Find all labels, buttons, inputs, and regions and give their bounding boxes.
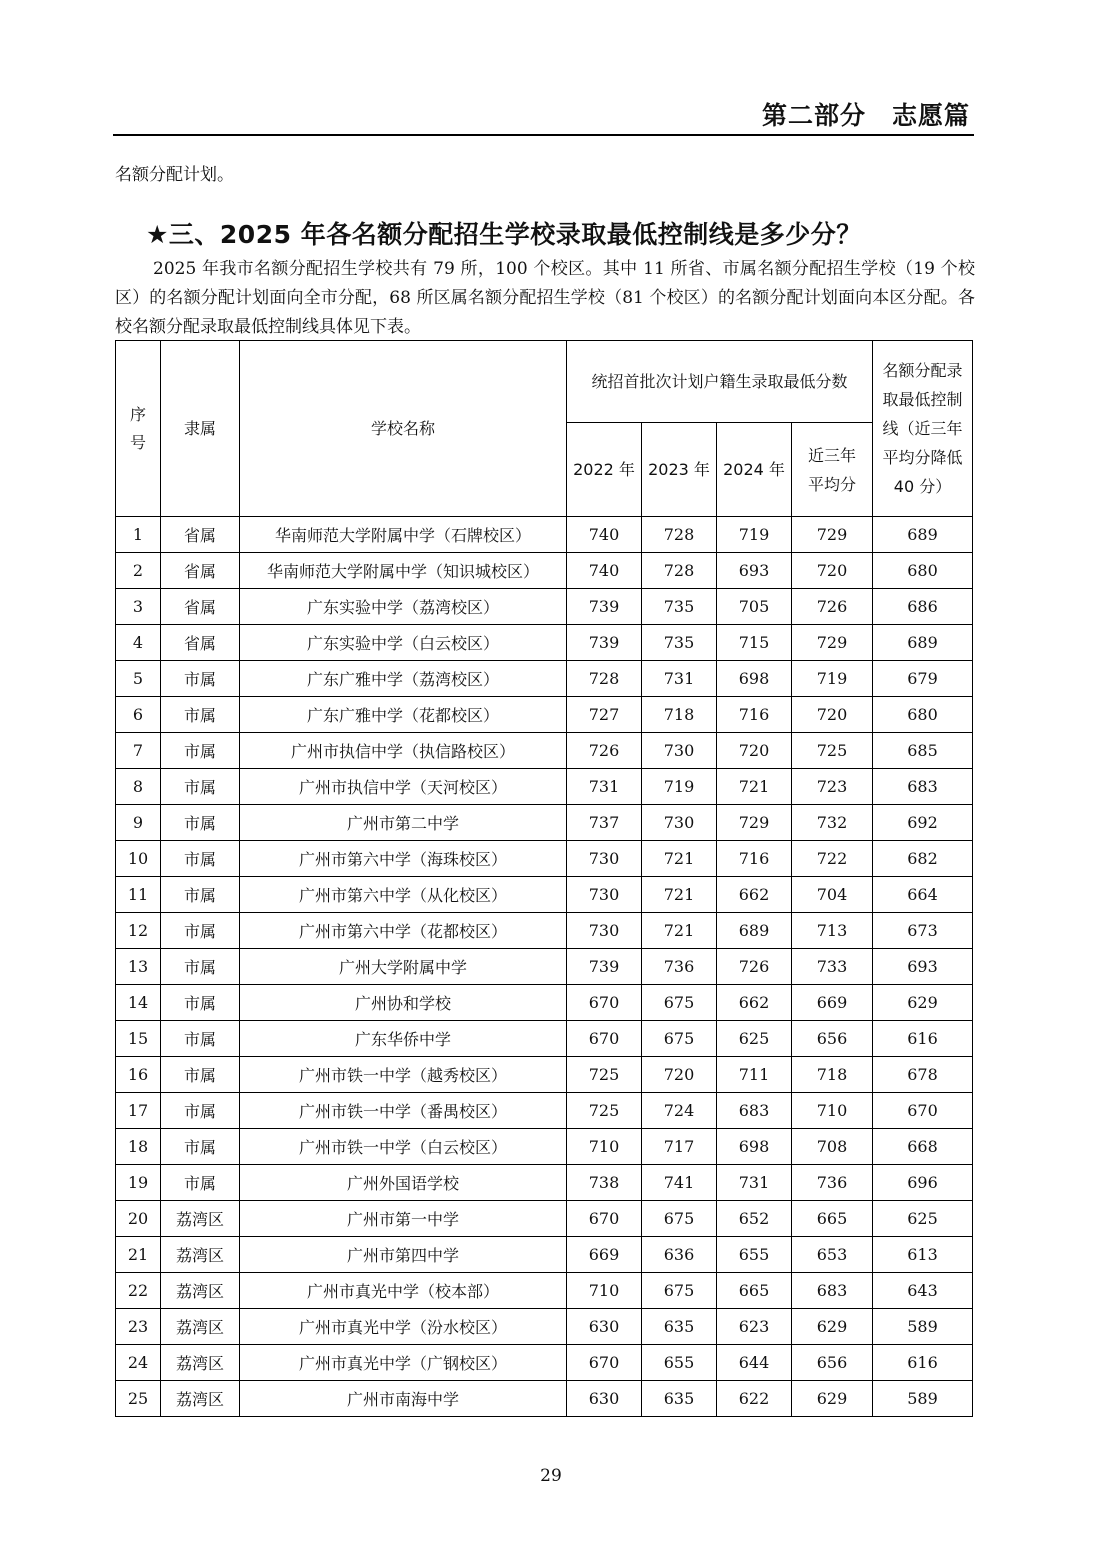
score-2024-cell: 698	[717, 661, 792, 697]
average-cell: 732	[792, 805, 873, 841]
header-2024: 2024 年	[717, 423, 792, 517]
score-2023-cell: 721	[642, 877, 717, 913]
score-2023-cell: 719	[642, 769, 717, 805]
score-2024-cell: 731	[717, 1165, 792, 1201]
score-2024-cell: 720	[717, 733, 792, 769]
school-name-cell: 广东广雅中学（荔湾校区）	[240, 661, 567, 697]
seq-cell: 7	[116, 733, 161, 769]
quota-line-cell: 616	[873, 1021, 973, 1057]
score-2024-cell: 655	[717, 1237, 792, 1273]
quota-line-cell: 689	[873, 625, 973, 661]
affiliation-cell: 市属	[161, 1129, 240, 1165]
table-row	[116, 805, 973, 841]
quota-line-cell: 693	[873, 949, 973, 985]
school-name-cell: 广东实验中学（白云校区）	[240, 625, 567, 661]
score-2024-cell: 711	[717, 1057, 792, 1093]
quota-line-cell: 664	[873, 877, 973, 913]
seq-cell: 15	[116, 1021, 161, 1057]
score-2024-cell: 662	[717, 877, 792, 913]
section-heading: ★三、2025 年各名额分配招生学校录取最低控制线是多少分？	[146, 220, 862, 249]
header-average: 近三年平均分	[792, 423, 873, 517]
score-2022-cell: 669	[567, 1237, 642, 1273]
seq-cell: 4	[116, 625, 161, 661]
table-row	[116, 1057, 973, 1093]
table-row	[116, 1129, 973, 1165]
score-2024-cell: 693	[717, 553, 792, 589]
quota-line-cell: 692	[873, 805, 973, 841]
score-2023-cell: 741	[642, 1165, 717, 1201]
seq-cell: 3	[116, 589, 161, 625]
score-2023-cell: 724	[642, 1093, 717, 1129]
score-2022-cell: 739	[567, 949, 642, 985]
school-name-cell: 广州市执信中学（执信路校区）	[240, 733, 567, 769]
average-cell: 729	[792, 517, 873, 553]
average-cell: 669	[792, 985, 873, 1021]
score-2022-cell: 740	[567, 517, 642, 553]
table-row	[116, 1093, 973, 1129]
seq-cell: 24	[116, 1345, 161, 1381]
score-2022-cell: 730	[567, 877, 642, 913]
score-2024-cell: 721	[717, 769, 792, 805]
seq-cell: 6	[116, 697, 161, 733]
table-row	[116, 553, 973, 589]
average-cell: 720	[792, 553, 873, 589]
school-name-cell: 广东广雅中学（花都校区）	[240, 697, 567, 733]
table-row	[116, 841, 973, 877]
affiliation-cell: 市属	[161, 877, 240, 913]
table-row	[116, 1273, 973, 1309]
table-row	[116, 1201, 973, 1237]
quota-line-cell: 670	[873, 1093, 973, 1129]
average-cell: 708	[792, 1129, 873, 1165]
score-2023-cell: 636	[642, 1237, 717, 1273]
score-2022-cell: 727	[567, 697, 642, 733]
affiliation-cell: 市属	[161, 1021, 240, 1057]
score-2023-cell: 675	[642, 1021, 717, 1057]
table-row	[116, 1021, 973, 1057]
header-affiliation: 隶属	[161, 341, 240, 517]
score-2023-cell: 721	[642, 913, 717, 949]
score-2023-cell: 731	[642, 661, 717, 697]
table-row	[116, 769, 973, 805]
table-row	[116, 625, 973, 661]
average-cell: 683	[792, 1273, 873, 1309]
quota-line-cell: 680	[873, 697, 973, 733]
seq-cell: 11	[116, 877, 161, 913]
average-cell: 713	[792, 913, 873, 949]
score-2022-cell: 670	[567, 1345, 642, 1381]
seq-cell: 8	[116, 769, 161, 805]
school-name-cell: 广州外国语学校	[240, 1165, 567, 1201]
quota-line-cell: 589	[873, 1381, 973, 1417]
header-school-name: 学校名称	[240, 341, 567, 517]
seq-cell: 21	[116, 1237, 161, 1273]
score-2024-cell: 705	[717, 589, 792, 625]
score-2024-cell: 623	[717, 1309, 792, 1345]
affiliation-cell: 市属	[161, 805, 240, 841]
score-2024-cell: 625	[717, 1021, 792, 1057]
running-header: 第二部分 志愿篇	[761, 101, 970, 130]
affiliation-cell: 荔湾区	[161, 1309, 240, 1345]
seq-cell: 1	[116, 517, 161, 553]
average-cell: 718	[792, 1057, 873, 1093]
seq-cell: 19	[116, 1165, 161, 1201]
quota-line-cell: 683	[873, 769, 973, 805]
school-name-cell: 广州市南海中学	[240, 1381, 567, 1417]
quota-line-cell: 678	[873, 1057, 973, 1093]
seq-cell: 22	[116, 1273, 161, 1309]
table-row	[116, 877, 973, 913]
seq-cell: 14	[116, 985, 161, 1021]
score-2022-cell: 710	[567, 1129, 642, 1165]
score-table	[115, 340, 973, 1417]
school-name-cell: 广州市铁一中学（番禺校区）	[240, 1093, 567, 1129]
score-2023-cell: 635	[642, 1309, 717, 1345]
score-2024-cell: 716	[717, 697, 792, 733]
school-name-cell: 广州市真光中学（广钢校区）	[240, 1345, 567, 1381]
school-name-cell: 广州市第二中学	[240, 805, 567, 841]
school-name-cell: 广州市第六中学（海珠校区）	[240, 841, 567, 877]
seq-cell: 2	[116, 553, 161, 589]
quota-line-cell: 689	[873, 517, 973, 553]
quota-line-cell: 696	[873, 1165, 973, 1201]
average-cell: 656	[792, 1021, 873, 1057]
quota-line-cell: 625	[873, 1201, 973, 1237]
header-2022: 2022 年	[567, 423, 642, 517]
table-row	[116, 661, 973, 697]
affiliation-cell: 市属	[161, 913, 240, 949]
average-cell: 720	[792, 697, 873, 733]
score-2023-cell: 736	[642, 949, 717, 985]
score-2024-cell: 652	[717, 1201, 792, 1237]
header-2023: 2023 年	[642, 423, 717, 517]
average-cell: 629	[792, 1309, 873, 1345]
school-name-cell: 广州市第四中学	[240, 1237, 567, 1273]
score-2023-cell: 718	[642, 697, 717, 733]
average-cell: 629	[792, 1381, 873, 1417]
score-2024-cell: 719	[717, 517, 792, 553]
affiliation-cell: 荔湾区	[161, 1381, 240, 1417]
average-cell: 723	[792, 769, 873, 805]
intro-paragraph: 2025 年我市名额分配招生学校共有 79 所，100 个校区。其中 11 所省、市属名额分配招生学校（19 个校区）的名额分配计划面向全市分配，68 所区属名额分配招生学校（81 个校区）的名额分配计划面向本区分配。各校名额分配录取最低控制线具体见下表。	[115, 259, 975, 337]
header-seq: 序号	[116, 341, 161, 517]
affiliation-cell: 省属	[161, 589, 240, 625]
seq-cell: 16	[116, 1057, 161, 1093]
score-2023-cell: 675	[642, 985, 717, 1021]
score-2022-cell: 728	[567, 661, 642, 697]
seq-cell: 5	[116, 661, 161, 697]
score-2022-cell: 725	[567, 1093, 642, 1129]
quota-line-cell: 685	[873, 733, 973, 769]
seq-cell: 9	[116, 805, 161, 841]
score-2022-cell: 730	[567, 913, 642, 949]
school-name-cell: 广州市第六中学（花都校区）	[240, 913, 567, 949]
school-name-cell: 广州市铁一中学（白云校区）	[240, 1129, 567, 1165]
score-2023-cell: 728	[642, 517, 717, 553]
score-2023-cell: 730	[642, 733, 717, 769]
affiliation-cell: 省属	[161, 625, 240, 661]
quota-line-cell: 682	[873, 841, 973, 877]
seq-cell: 17	[116, 1093, 161, 1129]
header-quota-line: 名额分配录取最低控制线（近三年平均分降低 40 分）	[873, 341, 973, 517]
score-2022-cell: 740	[567, 553, 642, 589]
average-cell: 656	[792, 1345, 873, 1381]
table-row	[116, 985, 973, 1021]
average-cell: 726	[792, 589, 873, 625]
score-2022-cell: 670	[567, 1021, 642, 1057]
quota-line-cell: 680	[873, 553, 973, 589]
school-name-cell: 广州大学附属中学	[240, 949, 567, 985]
score-2022-cell: 739	[567, 625, 642, 661]
average-cell: 736	[792, 1165, 873, 1201]
quota-line-cell: 686	[873, 589, 973, 625]
score-2022-cell: 670	[567, 1201, 642, 1237]
score-2022-cell: 630	[567, 1381, 642, 1417]
seq-cell: 12	[116, 913, 161, 949]
score-2023-cell: 717	[642, 1129, 717, 1165]
affiliation-cell: 荔湾区	[161, 1237, 240, 1273]
average-cell: 704	[792, 877, 873, 913]
table-row	[116, 697, 973, 733]
school-name-cell: 广州市执信中学（天河校区）	[240, 769, 567, 805]
score-2024-cell: 698	[717, 1129, 792, 1165]
seq-cell: 18	[116, 1129, 161, 1165]
school-name-cell: 华南师范大学附属中学（石牌校区）	[240, 517, 567, 553]
average-cell: 729	[792, 625, 873, 661]
quota-line-cell: 613	[873, 1237, 973, 1273]
average-cell: 665	[792, 1201, 873, 1237]
school-name-cell: 广州市真光中学（汾水校区）	[240, 1309, 567, 1345]
affiliation-cell: 荔湾区	[161, 1345, 240, 1381]
continuation-text: 名额分配计划。	[115, 165, 234, 185]
score-2023-cell: 720	[642, 1057, 717, 1093]
quota-line-cell: 616	[873, 1345, 973, 1381]
score-2024-cell: 715	[717, 625, 792, 661]
seq-cell: 13	[116, 949, 161, 985]
score-2024-cell: 726	[717, 949, 792, 985]
score-2024-cell: 662	[717, 985, 792, 1021]
score-2023-cell: 721	[642, 841, 717, 877]
average-cell: 719	[792, 661, 873, 697]
average-cell: 710	[792, 1093, 873, 1129]
affiliation-cell: 市属	[161, 841, 240, 877]
school-name-cell: 广东华侨中学	[240, 1021, 567, 1057]
score-2024-cell: 683	[717, 1093, 792, 1129]
affiliation-cell: 市属	[161, 949, 240, 985]
quota-line-cell: 629	[873, 985, 973, 1021]
table-row	[116, 913, 973, 949]
affiliation-cell: 省属	[161, 517, 240, 553]
quota-line-cell: 668	[873, 1129, 973, 1165]
quota-line-cell: 673	[873, 913, 973, 949]
seq-cell: 25	[116, 1381, 161, 1417]
score-2024-cell: 729	[717, 805, 792, 841]
score-2023-cell: 675	[642, 1201, 717, 1237]
affiliation-cell: 市属	[161, 1165, 240, 1201]
school-name-cell: 广州市真光中学（校本部）	[240, 1273, 567, 1309]
school-name-cell: 广州市第六中学（从化校区）	[240, 877, 567, 913]
seq-cell: 23	[116, 1309, 161, 1345]
header-rule	[113, 134, 974, 136]
score-2024-cell: 644	[717, 1345, 792, 1381]
affiliation-cell: 市属	[161, 1093, 240, 1129]
school-name-cell: 广东实验中学（荔湾校区）	[240, 589, 567, 625]
affiliation-cell: 荔湾区	[161, 1201, 240, 1237]
header-score-group: 统招首批次计划户籍生录取最低分数	[567, 341, 873, 423]
table-row	[116, 1345, 973, 1381]
seq-cell: 10	[116, 841, 161, 877]
table-row	[116, 1165, 973, 1201]
score-2024-cell: 689	[717, 913, 792, 949]
score-2023-cell: 735	[642, 589, 717, 625]
score-2023-cell: 735	[642, 625, 717, 661]
affiliation-cell: 市属	[161, 661, 240, 697]
table-body	[116, 517, 973, 1417]
average-cell: 722	[792, 841, 873, 877]
average-cell: 733	[792, 949, 873, 985]
score-2023-cell: 675	[642, 1273, 717, 1309]
table-row	[116, 589, 973, 625]
affiliation-cell: 市属	[161, 769, 240, 805]
affiliation-cell: 市属	[161, 733, 240, 769]
score-2022-cell: 731	[567, 769, 642, 805]
average-cell: 725	[792, 733, 873, 769]
school-name-cell: 华南师范大学附属中学（知识城校区）	[240, 553, 567, 589]
page-number: 29	[540, 1466, 562, 1486]
affiliation-cell: 市属	[161, 985, 240, 1021]
seq-cell: 20	[116, 1201, 161, 1237]
table-row	[116, 949, 973, 985]
score-2023-cell: 655	[642, 1345, 717, 1381]
score-2022-cell: 670	[567, 985, 642, 1021]
quota-line-cell: 589	[873, 1309, 973, 1345]
score-2022-cell: 630	[567, 1309, 642, 1345]
score-2022-cell: 726	[567, 733, 642, 769]
score-2022-cell: 737	[567, 805, 642, 841]
table-row	[116, 1381, 973, 1417]
affiliation-cell: 省属	[161, 553, 240, 589]
score-2022-cell: 738	[567, 1165, 642, 1201]
table-row	[116, 1237, 973, 1273]
score-2022-cell: 725	[567, 1057, 642, 1093]
score-2022-cell: 739	[567, 589, 642, 625]
affiliation-cell: 荔湾区	[161, 1273, 240, 1309]
score-2023-cell: 728	[642, 553, 717, 589]
table-row	[116, 733, 973, 769]
school-name-cell: 广州协和学校	[240, 985, 567, 1021]
score-2024-cell: 665	[717, 1273, 792, 1309]
score-2023-cell: 635	[642, 1381, 717, 1417]
score-2024-cell: 716	[717, 841, 792, 877]
school-name-cell: 广州市第一中学	[240, 1201, 567, 1237]
score-2023-cell: 730	[642, 805, 717, 841]
quota-line-cell: 679	[873, 661, 973, 697]
score-2024-cell: 622	[717, 1381, 792, 1417]
affiliation-cell: 市属	[161, 1057, 240, 1093]
quota-line-cell: 643	[873, 1273, 973, 1309]
score-2022-cell: 730	[567, 841, 642, 877]
school-name-cell: 广州市铁一中学（越秀校区）	[240, 1057, 567, 1093]
average-cell: 653	[792, 1237, 873, 1273]
affiliation-cell: 市属	[161, 697, 240, 733]
table-row	[116, 1309, 973, 1345]
table-row	[116, 517, 973, 553]
score-2022-cell: 710	[567, 1273, 642, 1309]
